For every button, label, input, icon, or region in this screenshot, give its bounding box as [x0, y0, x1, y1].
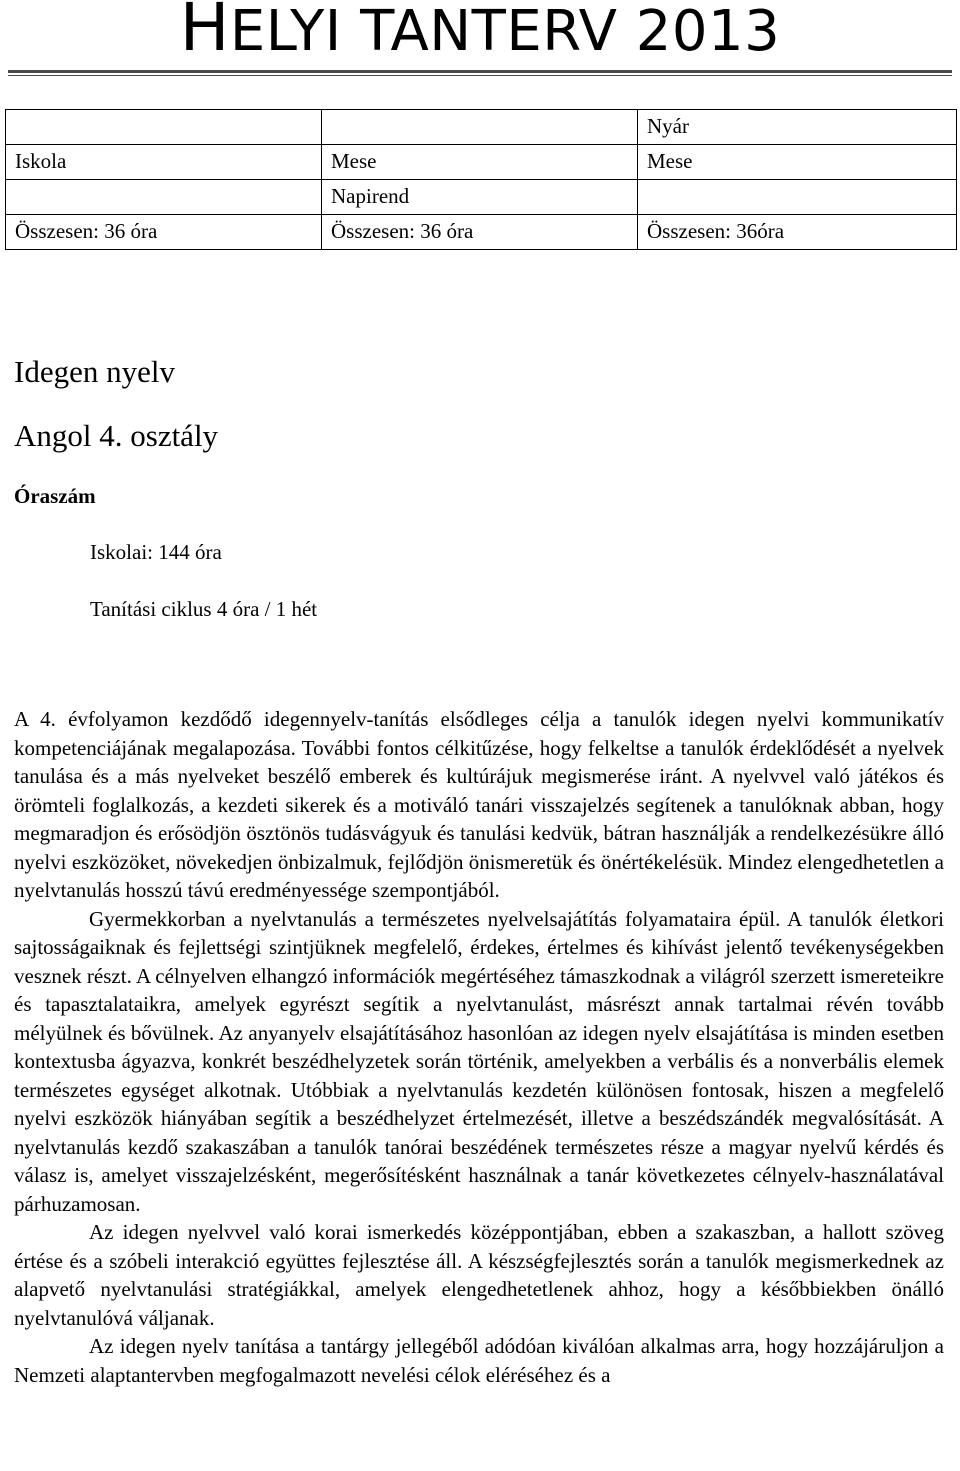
- schedule-table: [5, 109, 957, 250]
- paragraph: Az idegen nyelvvel való korai ismerkedés középpontjában, ebben a szakaszban, a hallott szöveg értése és a szóbeli interakció együttes fejlesztése áll. A készségfejlesztés során a tanulók megismerkednek az alapvető nyelvtanulási stratégiákkal, amelyek elengedhetetlenek ahhoz, hogy a későbbiekben önálló nyelvtanulóvá váljanak.: [14, 1220, 944, 1330]
- table-row: [6, 215, 957, 250]
- table-cell: Mese: [322, 145, 638, 180]
- paragraph: Az idegen nyelv tanítása a tantárgy jellegéből adódóan kiválóan alkalmas arra, hogy hozzájáruljon a Nemzeti alaptantervben megfogalmazott nevelési célok eléréséhez és a: [14, 1334, 944, 1387]
- table-cell: Nyár: [638, 110, 957, 145]
- hours-heading: Óraszám: [14, 484, 96, 508]
- table-row: [6, 145, 957, 180]
- header-rule-thick: [8, 70, 952, 73]
- school-hours: Iskolai: 144 óra: [90, 540, 222, 564]
- body-text: [14, 705, 944, 1389]
- class-heading: Angol 4. osztály: [14, 418, 219, 453]
- table-cell: [6, 110, 322, 145]
- page-header-title: [0, 0, 960, 68]
- teaching-cycle: Tanítási ciklus 4 óra / 1 hét: [90, 597, 318, 621]
- table-cell: Mese: [638, 145, 957, 180]
- table-cell: [322, 110, 638, 145]
- header-rule-thin: [8, 75, 952, 76]
- table-cell: Napirend: [322, 180, 638, 215]
- header-title-rest: ELYI TANTERV 2013: [229, 0, 781, 64]
- table-cell: [638, 180, 957, 215]
- table-cell: Iskola: [6, 145, 322, 180]
- paragraph: Gyermekkorban a nyelvtanulás a természetes nyelvelsajátítás folyamataira épül. A tanulók életkori sajtosságaiknak és fejlettségi szintjüknek megfelelő, érdekes, értelmes és kihívást jelentő tevékenységekben vesznek részt. A célnyelven elhangzó információk megértéséhez támaszkodnak a világról szerzett ismereteikre és tapasztalataikra, amelyek egyrészt segítik a nyelvtanulást, másrészt annak tartalmai révén tovább mélyülnek és bővülnek. Az anyanyelv elsajátításához hasonlóan az idegen nyelv elsajátítása is minden esetben kontextusba ágyazva, konkrét beszédhelyzetek során történik, amelyekben a verbális és a nonverbális elemek természetes egységet alkotnak. Utóbbiak a nyelvtanulás kezdetén különösen fontosak, hiszen a megfelelő nyelvi eszközök hiányában segítik a beszédhelyzet értelmezését, illetve a beszédszándék megvalósítását. A nyelvtanulás kezdő szakaszában a tanulók tanórai beszédének természetes része a magyar nyelvű kérdés és válasz is, amelyet visszajelzésként, megerősítésként használnak a tanár következetes célnyelv-használatával párhuzamosan.: [14, 906, 944, 1216]
- paragraph: A 4. évfolyamon kezdődő idegennyelv-tanítás elsődleges célja a tanulók idegen nyelvi kommunikatív kompetenciájának megalapozása. További fontos célkitűzése, hogy felkeltse a tanulók érdeklődését a nyelvek tanulása és a más nyelveket beszélő emberek és kultúrájuk megismerése iránt. A nyelvvel való játékos és örömteli foglalkozás, a kezdeti sikerek és a motiváló tanári visszajelzés segítenek a tanulóknak abban, hogy megmaradjon és erősödjön ösztönös tudásvágyuk és tanulási kedvük, bátran használják a rendelkezésükre álló nyelvi eszközöket, növekedjen önbizalmuk, fejlődjön önismeretük és önértékelésük. Mindez elengedhetetlen a nyelvtanulás hosszú távú eredményessége szempontjából.: [14, 707, 944, 902]
- table-cell: [6, 180, 322, 215]
- table-row: [6, 180, 957, 215]
- subject-heading: Idegen nyelv: [14, 354, 175, 389]
- table-cell: Összesen: 36 óra: [322, 215, 638, 250]
- table-row: [6, 110, 957, 145]
- table-cell: Összesen: 36 óra: [6, 215, 322, 250]
- table-cell: Összesen: 36óra: [638, 215, 957, 250]
- header-title-initial: H: [179, 0, 230, 66]
